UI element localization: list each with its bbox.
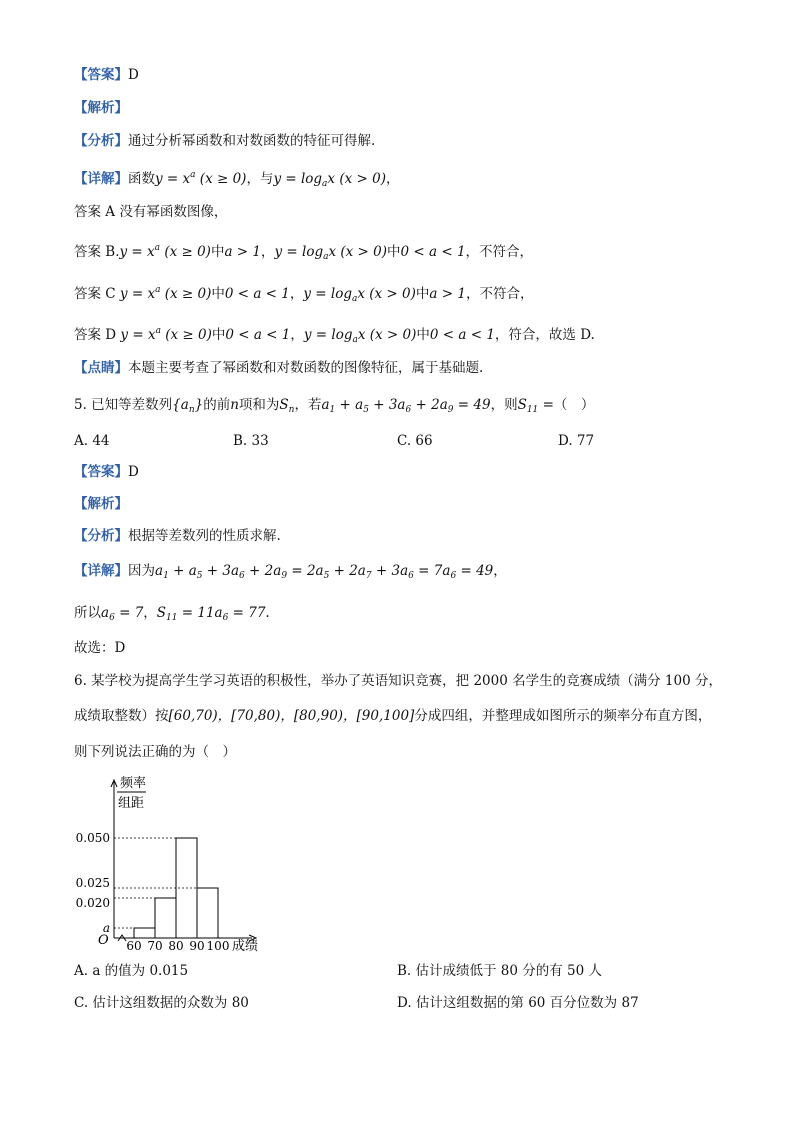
frequency-histogram <box>66 768 296 953</box>
x-tick-label-90: 90 <box>189 939 205 953</box>
q6-option-c: C. 估计这组数据的众数为 80 <box>74 995 249 1011</box>
y-tick-label-3: a <box>102 921 110 935</box>
q5-fenxi-line <box>74 526 281 546</box>
seq-notation: $\{a_n\}$ <box>172 397 204 415</box>
q5-choose-line: 故选：D <box>74 640 126 656</box>
comment-text: 本题主要考查了幂函数和对数函数的图像特征，属于基础题. <box>128 360 484 376</box>
bar-[70,80) <box>155 898 176 938</box>
line-b-mid2: 中 <box>387 244 401 260</box>
y-tick-label-0: 0.050 <box>75 831 110 845</box>
answer-tag: 【答案】 <box>74 67 128 83</box>
q5-so-line: 所以$a_6 = 7$，$S_{11} = 11a_6 = 77$. <box>74 605 270 623</box>
formula-b3: $y = \log_ax$ (x > 0) <box>274 244 388 262</box>
formula-c4: a > 1 <box>429 286 466 302</box>
line-c-mid1: 中 <box>211 286 225 302</box>
q4-line-a <box>74 202 227 222</box>
bar-[60,70) <box>134 928 155 938</box>
q4-detail-line <box>74 165 399 194</box>
so-sep: ， <box>143 605 157 621</box>
line-b-prefix: 答案 B. <box>74 244 120 260</box>
q6-stem2-a: 成绩取整数）按 <box>74 708 169 724</box>
formula-log: $y = \log_ax$ (x > 0) <box>273 171 386 189</box>
fenxi-tag: 【分析】 <box>74 528 128 544</box>
q5-option-c: C. 66 <box>397 433 433 449</box>
sum-notation: $S_n$ <box>279 397 295 415</box>
answer-value: D <box>128 464 139 480</box>
q5-derivation: $a_1 + a_5 + 3a_6 + 2a_9 = 2a_5 + 2a_7 + 3a_6 = 7a_6 = 49$ <box>155 563 494 581</box>
q6-stem2-b: 分成四组，并整理成如图所示的频率分布直方图， <box>414 708 712 724</box>
bar-[90,100] <box>197 888 218 938</box>
formula-b4: 0 < a < 1 <box>400 244 466 260</box>
line-d-mid2: 中 <box>416 327 430 343</box>
line-d-mid1: 中 <box>211 327 226 343</box>
detail-tag: 【详解】 <box>74 563 128 579</box>
q5-stem-a: 5. 已知等差数列 <box>74 397 173 413</box>
y-tick-label-2: 0.020 <box>75 896 110 910</box>
detail-tag: 【详解】 <box>74 171 128 187</box>
line-c-mid2: 中 <box>415 286 430 302</box>
line-a-text: 答案 A 没有幂函数图像， <box>74 204 228 220</box>
ylabel-bottom: 组距 <box>118 796 145 811</box>
q5-s11: $S_{11} = 11a_6 = 77$ <box>156 605 266 623</box>
formula-b1: $y = x^a$ (x ≥ 0) <box>119 243 211 260</box>
formula-d3: $y = \log_ax$ (x > 0) <box>303 327 417 345</box>
y-tick-label-1: 0.025 <box>75 876 110 890</box>
q5-answer-line <box>74 462 139 482</box>
q5-stem <box>74 395 594 420</box>
answer-value: D <box>128 67 139 83</box>
q5-condition: $a_1 + a_5 + 3a_6 + 2a_9 = 49$ <box>321 397 491 415</box>
q4-line-d: 答案 D $y = x^a$ (x ≥ 0)中0 < a < 1，$y = \log_ax$ (x > 0)中0 < a < 1，符合，故选 D. <box>74 326 595 345</box>
x-tick-label-100: 100 <box>206 939 230 953</box>
formula-d4: 0 < a < 1 <box>429 327 495 343</box>
q5-stem-e: ，则 <box>490 397 518 413</box>
q6-stem-line3: 则下列说法正确的为（ ） <box>74 744 236 760</box>
formula-power: $y = x^a$ (x ≥ 0) <box>155 170 247 187</box>
analysis-tag: 【解析】 <box>74 100 128 116</box>
q5-detail-line: 【详解】因为$a_1 + a_5 + 3a_6 + 2a_9 = 2a_5 + 2a_7 + 3a_6 = 7a_6 = 49$， <box>74 563 507 581</box>
formula-c3: $y = \log_ax$ (x > 0) <box>303 286 416 304</box>
q4-analysis-heading <box>74 98 128 118</box>
detail-text-a: 函数 <box>128 171 155 187</box>
formula-c2: 0 < a < 1 <box>224 286 290 302</box>
detail-text-c: ， <box>385 171 400 187</box>
q5-stem-c: 项和为 <box>238 397 280 413</box>
q6-option-d: D. 估计这组数据的第 60 百分位数为 87 <box>397 995 639 1011</box>
q5-target: $S_{11}$ = <box>517 397 554 415</box>
q5-analysis-heading <box>74 494 128 514</box>
q5-a6: $a_6 = 7$ <box>101 605 144 623</box>
q5-option-a: A. 44 <box>74 433 110 449</box>
fenxi-tag: 【分析】 <box>74 133 128 149</box>
line-b-mid1: 中 <box>210 244 225 260</box>
q4-line-b: 答案 $B.y = x^a$ (x ≥ 0)中a > 1，$y = \log_ax$ (x > 0)中0 < a < 1，不符合， <box>74 243 534 262</box>
q6-option-b: B. 估计成绩低于 80 分的有 50 人 <box>397 963 603 979</box>
q6-intervals: [60,70)，[70,80)，[80,90)，[90,100] <box>168 708 415 724</box>
so-text: 所以 <box>74 605 101 621</box>
q5-stem-f: （ ） <box>553 397 595 413</box>
detail-text-a: 因为 <box>128 563 155 579</box>
q4-comment-line <box>74 358 483 378</box>
fenxi-text: 根据等差数列的性质求解. <box>128 528 281 544</box>
q6-stem-line2 <box>74 706 711 726</box>
analysis-tag: 【解析】 <box>74 496 128 512</box>
ylabel-top: 频率 <box>120 776 147 791</box>
q4-answer-line <box>74 65 139 85</box>
line-d-prefix: 答案 D <box>74 327 117 343</box>
origin-label: O <box>98 933 109 948</box>
q6-option-a: A. a 的值为 0.015 <box>74 963 189 979</box>
formula-d2: 0 < a < 1 <box>225 327 291 343</box>
q5-option-d: D. 77 <box>558 433 595 449</box>
line-d-end: ，符合，故选 D. <box>494 327 595 343</box>
formula-b2: a > 1 <box>224 244 261 260</box>
line-c-prefix: 答案 C <box>74 286 116 302</box>
xlabel: 成绩 <box>232 939 259 953</box>
x-tick-label-60: 60 <box>126 939 142 953</box>
comment-tag: 【点睛】 <box>74 360 128 376</box>
q5-stem-b: 的前 <box>203 397 231 413</box>
x-tick-label-80: 80 <box>168 939 184 953</box>
q5-option-b: B. 33 <box>233 433 269 449</box>
line-c-end: ，不符合， <box>465 286 534 302</box>
line-b-end: ，不符合， <box>465 244 534 260</box>
fenxi-text: 通过分析幂函数和对数函数的特征可得解. <box>128 133 376 149</box>
q4-line-c: 答案 C $y = x^a$ (x ≥ 0)中0 < a < 1，$y = \log_ax$ (x > 0)中a > 1，不符合， <box>74 285 534 304</box>
q6-stem-line1: 6. 某学校为提高学生学习英语的积极性，举办了英语知识竞赛，把 2000 名学生的竞赛成绩（满分 100 分， <box>74 673 722 689</box>
x-tick-label-70: 70 <box>147 939 163 953</box>
q5-stem-n: n <box>230 397 239 413</box>
answer-tag: 【答案】 <box>74 464 128 480</box>
detail-text-b: ，与 <box>246 171 274 187</box>
formula-c1: $y = x^a$ (x ≥ 0) <box>119 285 212 302</box>
q5-stem-d: ，若 <box>294 397 322 413</box>
formula-d1: $y = x^a$ (x ≥ 0) <box>120 326 212 343</box>
q4-fenxi-line <box>74 131 375 151</box>
